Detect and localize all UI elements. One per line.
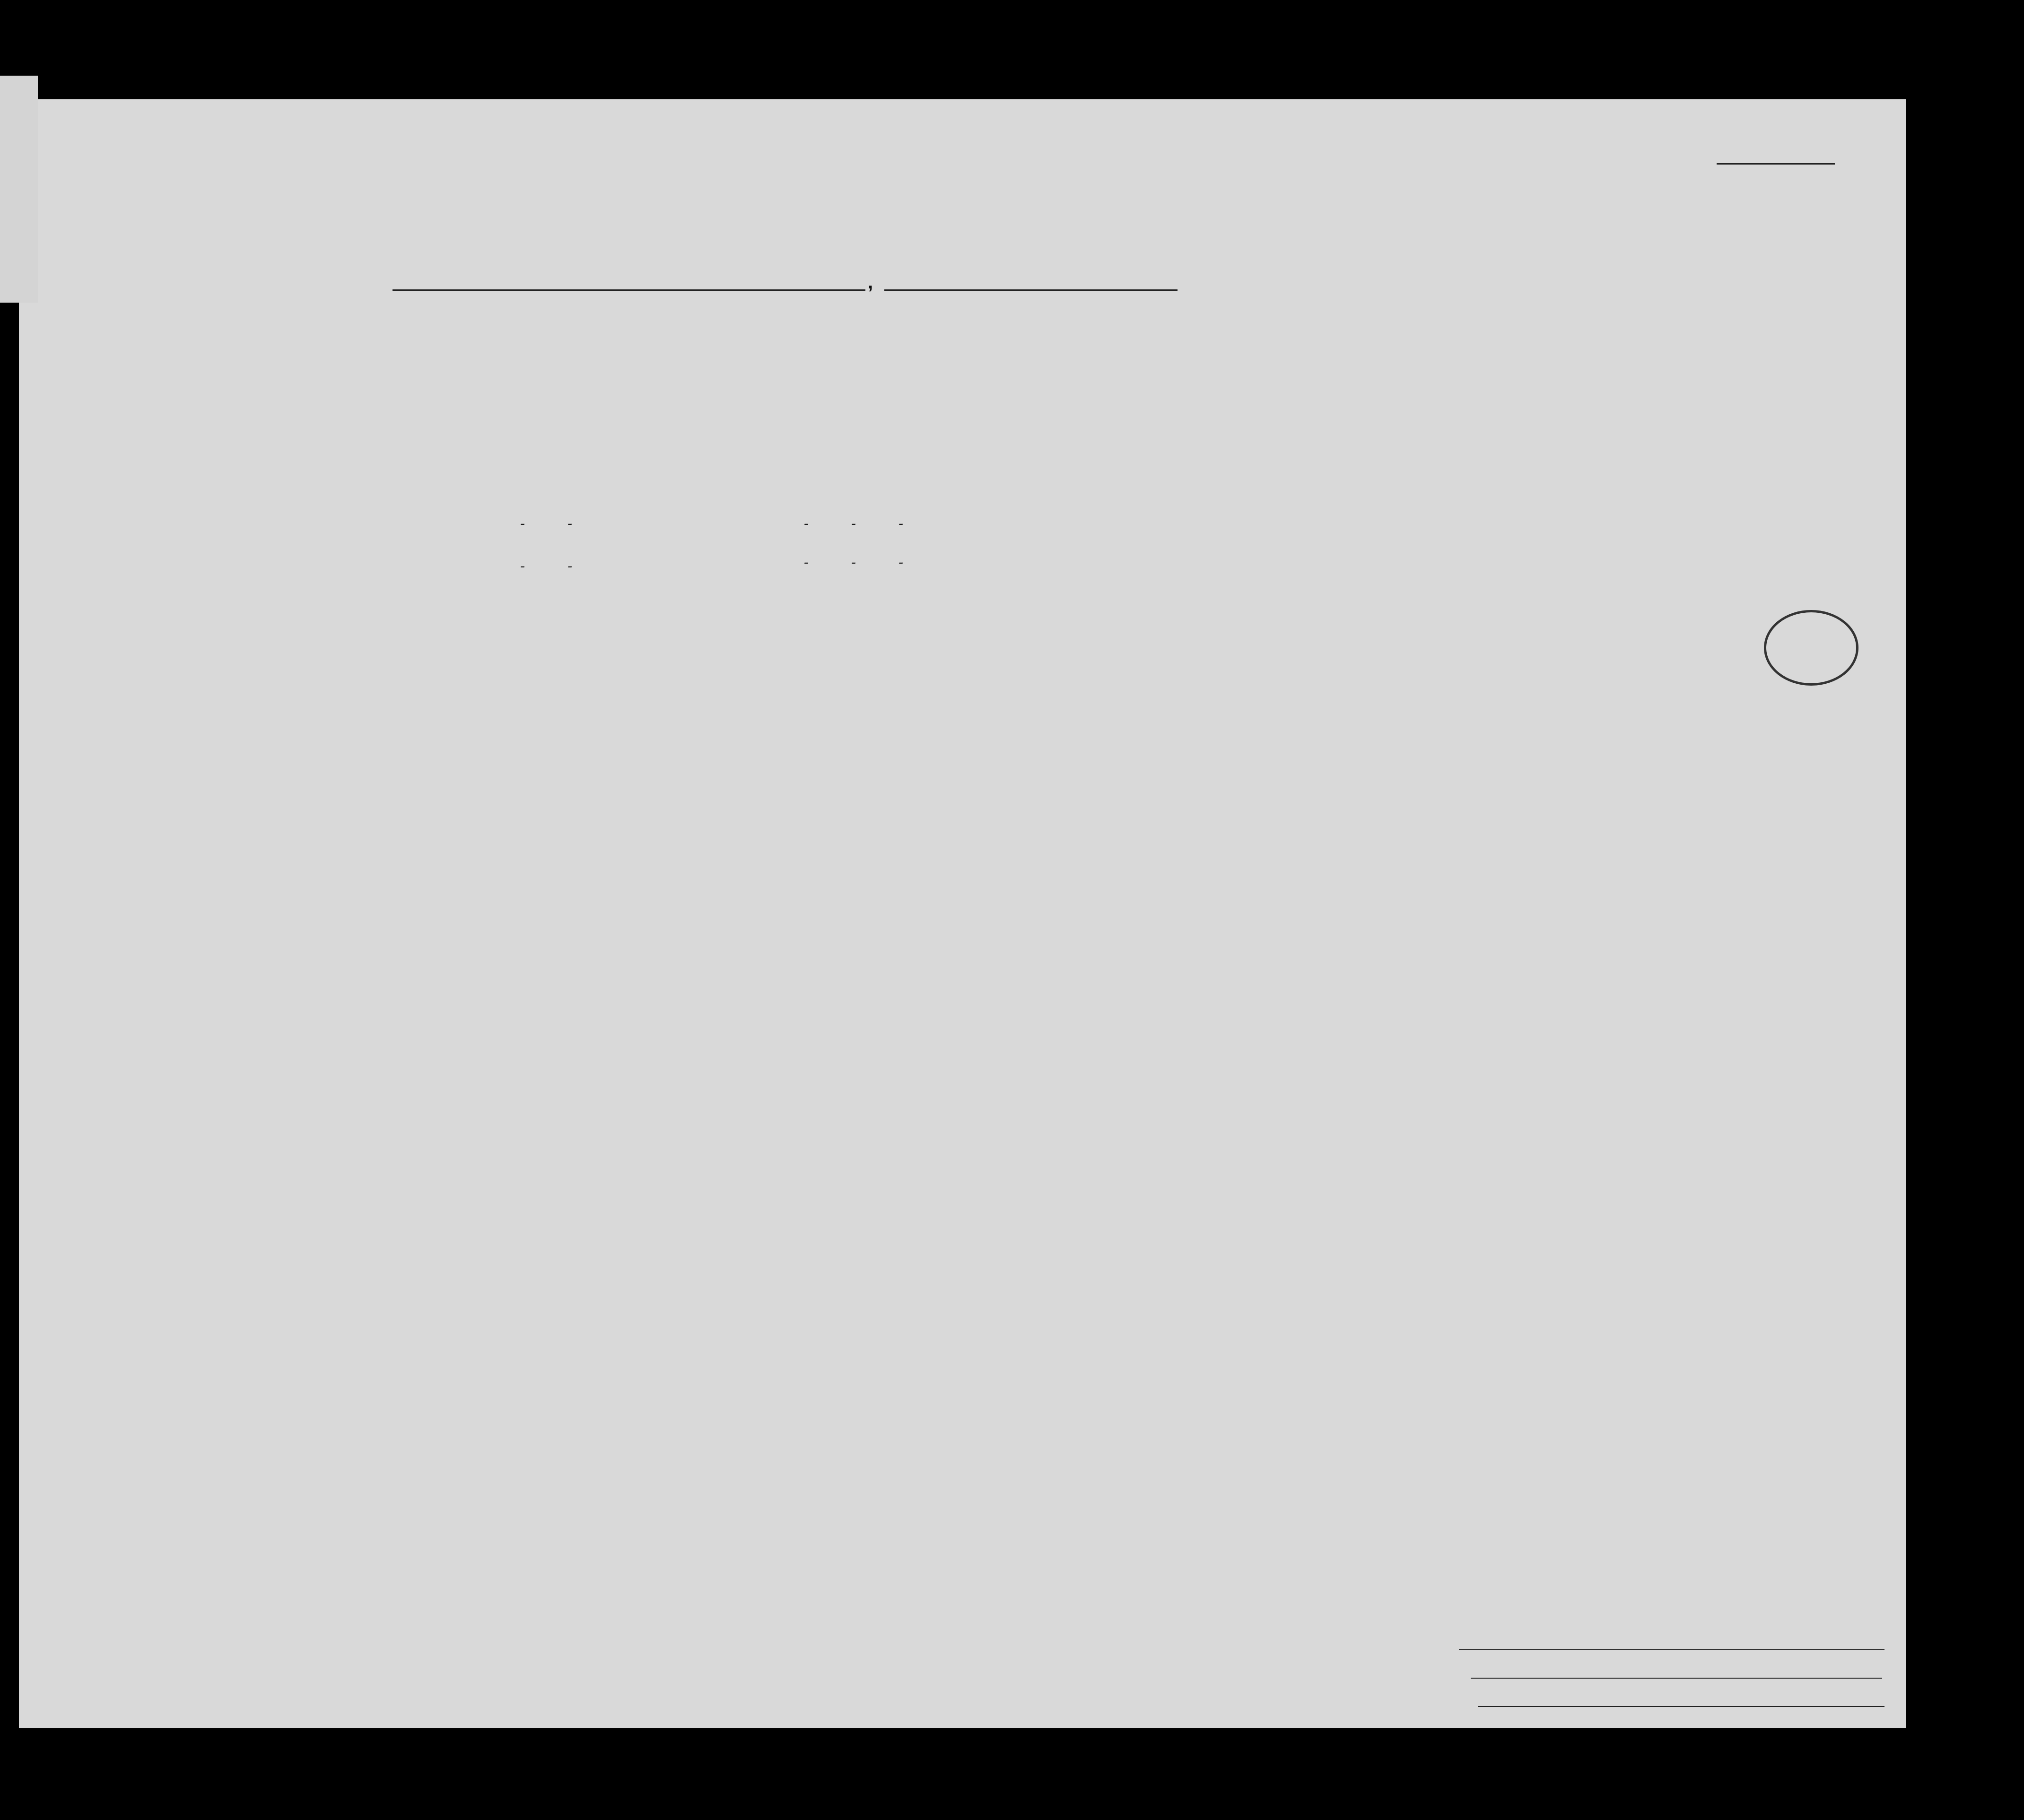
agents-underline [1478, 1706, 1884, 1707]
r1-dash: - [804, 515, 809, 532]
r2-dash: - [899, 554, 904, 571]
r2-dash: - [851, 554, 856, 571]
r2-dash: - [520, 558, 525, 575]
official-stamp [1764, 610, 1858, 686]
r2-dash: - [567, 558, 573, 575]
owners-underline [1471, 1678, 1882, 1679]
r1-dash: - [851, 515, 856, 532]
r1-dash: - [520, 515, 525, 532]
line-underline [1459, 1649, 1884, 1650]
r1-dash: - [899, 515, 904, 532]
r1-dash: - [567, 515, 573, 532]
r2-dash: - [804, 554, 809, 571]
comma: , [868, 272, 873, 293]
